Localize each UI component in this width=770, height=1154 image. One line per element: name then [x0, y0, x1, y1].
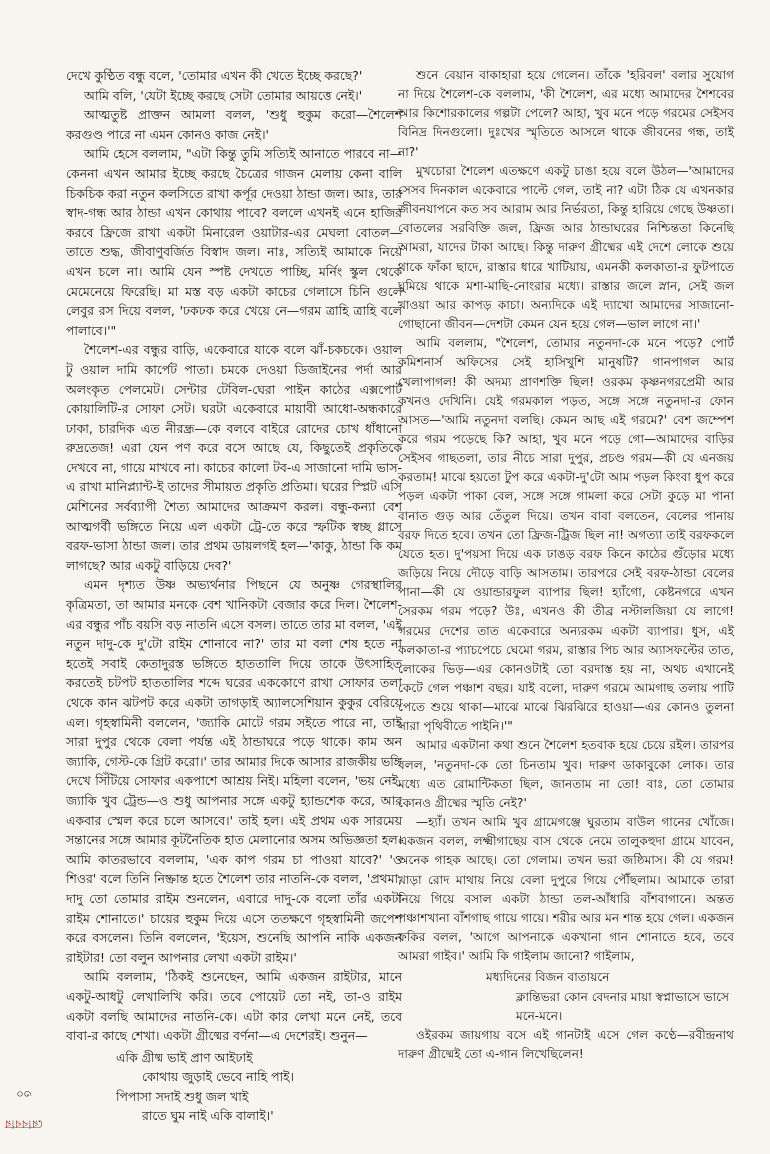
magazine-name: রোববার: [4, 1117, 44, 1132]
footer-text: [4, 1084, 44, 1142]
paragraph: আত্মতুষ্ট প্রাক্তন আমলা বলল, 'শুধু হুকুম করো—শৈলেশ করগুণ্ড পারে না এমন কোনও কাজ নেই।': [66, 107, 402, 142]
paragraph: আমি হেসে বললাম, "এটা কিন্তু তুমি সত্যিই আনাতে পারবে না—কেননা এখন আমার ইচ্ছে করছে চৈত্রের গাজন মেলায় কেনা বালি চিকচিক করা নতুন কলসিতে রাখা কর্পূর দেওয়া ঠান্ডা জল। আঃ, তার স্বাদ-গন্ধ আর ঠান্ডা এখন কোথায় পাবে? বললে এখনই এনে হাজির করবে ফ্রিজে রাখা একটা মিনারেল ওয়াটার-এর মেঘলা বোতল—তাতে শুদ্ধ, জীবাণুবর্জিত বিস্বাদ জল। নাঃ, সত্যিই আমাকে নিয়ে এখন চলে না। আমি যেন স্পষ্ট দেখতে পাচ্ছি, মর্নিং স্কুল থেকে মেমেনেয়ে ফিরেছি। মা মস্ত বড় একটা কাচের গেলাসে চিনি গুলে লেবুর রস দিয়ে বলল, 'ঢকঢক করে খেয়ে নে—গরম ত্রাহি ত্রাহি বলে পালাবে।'": [66, 146, 402, 338]
paragraph: —হ্যাঁ। তখন আমি খুব গ্রামেগঞ্জে ঘুরতাম বাউল গানের খোঁজে। একজন বলল, লক্ষ্মীগাছেয় বাস থেকে নেমে তালুকহুদা গ্রামে যাবেন, অনেক গাহক আছে। তো গেলাম। তখন ভরা জষ্ঠিমাস। কী যে গরম! খাড়া রোদ মাথায় নিয়ে বেলা দুপুরে গিয়ে পৌঁছলাম। আমাকে তারা নিয়ে গিয়ে বসাল একটা ঠান্ডা তল-আঁধারি বাঁশবাগানে। অন্তত পঞ্চাশখানা বাঁশগাছ গায়ে গায়ে। শরীর আর মন শান্ত হয়ে গেল। একজন ফকির বলল, 'আগে আপনাকে একখানা গান শোনাতে হবে, তবে আমরা গাইব।' আমি কি গাইলাম জানো? গাইলাম,: [398, 815, 734, 964]
page-footer: [4, 1080, 44, 1146]
paragraph: শৈলেশ-এর বন্ধুর বাড়ি, একেবারে যাকে বলে ঝাঁ-চকচকে। ওয়াল টু ওয়াল দামি কার্পেট পাতা। চমকে দেওয়া ডিজাইনের পর্দা আর অলংকৃত পেলমেট। সেন্টার টেবিল-ঘেরা পাইন কাঠের এক্সপোর্ট কোয়ালিটি-র সোফা সেট। ঘরটা একেবারে মায়াবী আধো-অন্ধকারে ঢাকা, চারদিক এত নীরন্ধ্র—কে বলবে বাইরে রোদের চোখ ধাঁধানো রুদ্রতেজ! এরা যেন পণ করে বসে আছে যে, কিছুতেই প্রকৃতিকে দেখবে না, গায়ে মাখবে না। কাচের কালো টব-এ সাজানো দামি ভাস-এ রাখা মানিপ্ল্যান্ট-ই তাদের সীমায়ত প্রকৃতি প্রতিমা। ঘরের স্প্লিট এসি মেশিনের সর্বব্যাপী শৈত্য আমাদের আক্রমণ করল। বন্ধু-কন্যা বেশ আত্মগর্বী ভঙ্গিতে নিয়ে এল একটা ট্রে-তে করে স্ফটিক স্বচ্ছ গ্লাসে বরফ-ভাসা ঠান্ডা জল। তার প্রথম ডায়লগই হল—'কাকু, ঠান্ডা কি কম লাগছে? আর একটু বাড়িয়ে দেব?': [66, 342, 402, 573]
paragraph: শুনে বেয়ান বাকাহারা হয়ে গেলেন। তাঁকে 'হরিবল' বলার সুযোগ না দিয়ে শৈলেশ-কে বললাম, 'কী শৈলেশ, এর মধ্যে আমাদের শৈশবের আর কিশোরকালের গল্পটা পেলে? আহা, খুব মনে পড়ে গরমের সেইসব বিনিদ্র দিনগুলো। দুঃখের স্মৃতিতে আসলে থাকে জীবনের গন্ধ, তাই না?': [398, 68, 734, 159]
left-column: [66, 66, 402, 1126]
paragraph: আমি বললাম, "শৈলেশ, তোমার নতুনদা-কে মনে পড়ে? পোর্ট কমিশনার্স অফিসের সেই হাসিখুশি মানুষটি? গানপাগল আর খেলাপাগল! কী অদম্য প্রাণশক্তি ছিল! ওরকম কৃষ্ণনগরপ্রেমী আর কখনও দেখিনি। যেই গরমকাল পড়ত, সঙ্গে সঙ্গে নতুনদা-র ফোন আসত—'আমি নতুনদা বলছি। কেমন আছ এই গরমে?' বেশ জম্পেশ করে গরম পড়েছে কি? আহা, খুব মনে পড়ে গো—আমাদের বাড়ির সেইসব গাছতলা, তার নীচে সারা দুপুর, প্রচণ্ড গরম—কী যে এনজয় করতাম! মাঝে হয়তো টুপ করে একটা-দু'টো আম পড়ল কিংবা ধুপ করে পড়ল একটা পাকা বেল, সঙ্গে সঙ্গে গামলা করে সেটা কুড়ে মা পানা বানাত গুড় আর তেঁতুল দিয়ে। তখন বাবা বলতেন, বেলের পানায় বরফ দিতে হবে। তখন তো ফ্রিজ-ট্রিজ ছিল না! অগত্যা তাই বরফকলে যেতে হত। দু'পয়সা দিয়ে এক ঢাঙড় বরফ কিনে কাঠের গুঁড়োর মধ্যে জড়িয়ে নিয়ে দৌড়ে বাড়ি আসতাম। তারপরে সেই বরফ-ঠান্ডা বেলের পানা—কী যে ওয়ান্ডারফুল ব্যাপার ছিল! হ্যাঁগো, কেষ্টনগরে এখন সেরকম গরম পড়ে? উঃ, এখনও কী তীব্র নস্টালজিয়া যে লাগে! গরমের দেশের তাত একেবারে অন্যরকম একটা ব্যাপার। ধুস, এই কলকাতা-র প্যাচপেচে ঘেমো গরম, রাস্তার পিচ আর অ্যাসফল্টের তাত, লোকের ভিড়—এর কোনওটাই তো বরদাস্ত হয় না, অথচ এখানেই কেটে গেল পঞ্চাশ বছর। যাই বলো, দারুণ গরমে আমগাছ তলায় পাটি পেতে শুয়ে থাকা—মাঝে মাঝে ঝিরঝিরে হাওয়া—এর কোনও তুলনা সারা পৃথিবীতে পাইনি।'": [398, 336, 734, 734]
paragraph: আমি বলি, 'যেটা ইচ্ছে করছে সেটা তোমার আয়ত্তে নেই।': [84, 87, 363, 103]
poem-line: ক্লান্তিভরা কোন বেদনার মায়া স্বপ্নাভাসে ভাসে: [516, 989, 730, 1004]
poem-line: রাতে ঘুম নাই একি বালাই।': [142, 1108, 274, 1124]
paragraph: মুখচোরা শৈলেশ এতক্ষণে একটু চাঙা হয়ে বলে উঠল—'আমাদের সেসব দিনকাল একেবারে পাল্টে গেল, তাই না? এটা ঠিক যে এখনকার জীবনযাপনে কত সব আরাম আর নির্ভরতা, কিন্তু হারিয়ে গেছে উষ্ণতা। বোতলের সরবিক্তি জল, ফ্রিজ আর ঠান্ডাঘরের নিশ্চিন্ততা কিনেছি আমরা, যাদের টাকা আছে। কিন্তু দারুণ গ্রীষ্মের এই দেশে লোকে শুয়ে থাকে ফাঁকা ছাদে, রাস্তার ধারে খাটিয়ায়, এমনকী কলকাতা-র ফুটপাতে ঘুমিয়ে থাকে মশা-মাছি-নোংরার মধ্যে। রাস্তার জলে স্নান, সেই জল খাওয়া আর কাপড় কাচা। অন্যদিকে এই দ্যাখো আমাদের সাজানো-গোছানো জীবন—দেশটা কেমন যেন হয়ে গেল—ভাল লাগে না।': [398, 163, 734, 332]
paragraph: দেখে কুণ্ঠিত বন্ধু বলে, 'তোমার এখন কী খেতে ইচ্ছে করছে?': [66, 68, 363, 83]
poem-line: পিপাসা সদাই শুধু জল খাই: [116, 1088, 249, 1104]
right-column: [398, 66, 734, 1064]
poem-line: কোথায় জুড়াই ভেবে নাহি পাই।: [142, 1069, 294, 1085]
paragraph: ওইরকম জায়গায় বসে এই গানটাই এসে গেল কণ্ঠে—রবীন্দ্রনাথ দারুণ গ্রীষ্মেই তো এ-গান লিখেছিলেন!: [398, 1027, 734, 1061]
poem-block: [398, 968, 734, 1025]
paragraph: আমি বললাম, 'ঠিকই শুনেছেন, আমি একজন রাইটার, মানে একটু-আধটু লেখালিখি করি। তবে পোয়েট তো নই, তা-ও রাইম একটা বলছি আমাদের নাতনি-কে। এটা কার লেখা মনে নেই, তবে বাবা-র কাছে শেখা। একটা গ্রীষ্মের বর্ণনা—এ দেশেরই। শুনুন—: [66, 969, 402, 1044]
paragraph: আমার একটানা কথা শুনে শৈলেশ হতবাক হয়ে চেয়ে রইল। তারপর বলল, 'নতুনদা-কে তো চিনতাম খুব। দারুণ ডাকাবুকো লোক। তার মধ্যে এত রোমান্টিকতা ছিল, জানতাম না তো! বাঃ, তো তোমার কোনও গ্রীষ্মের স্মৃতি নেই?': [398, 738, 734, 810]
poem-line: মনে-মনে।: [516, 1008, 563, 1023]
poem-block: [66, 1048, 402, 1126]
poem-line: একি গ্রীষ্ম ভাই প্রাণ আইঢাই: [116, 1049, 253, 1065]
poem-line: মধ্যদিনের বিজন বাতায়নে: [486, 970, 610, 985]
page-number: ৩০: [16, 1086, 32, 1101]
paragraph: এমন দৃশ্যত উষ্ণ অভ্যর্থনার পিছনে যে অনুষ্ণ গেরস্থালির কৃত্রিমতা, তা আমার মনকে বেশ খানিকটা বেজার করে দিল। শৈলেশ-এর বন্ধুর পাঁচ বয়সি বড় নাতনি এসে বসল। তাতে তার মা বলল, 'এই নতুন দাদু-কে দু'টো রাইম শোনাবে না?' তার মা বলা শেষ হতে না হতেই সবাই কেতাদুরস্ত ভঙ্গিতে হাততালি দিয়ে তাকে উৎসাহিত করতেই চটপট হাততালির শব্দে ঘরের এককোণে রাখা সোফার তলা থেকে কান ঝটপট করে একটা তাগড়াই অ্যালসেশিয়ান কুকুর বেরিয়ে এল। গৃহস্বামিনী বললেন, 'জ্যাকি মোটে গরম সইতে পারে না, তাই সারা দুপুর থেকে বেলা পর্যন্ত এই ঠান্ডাঘরে পড়ে থাকে। কাম অন জ্যাকি, গেস্ট-কে গ্রিট করো।' তার আমার দিকে আসার রাজকীয় ভঙ্গি দেখে সিঁটিয়ে সোফার একপাশে আশ্রয় নিই। মহিলা বলেন, 'ভয় নেই, জ্যাকি খুব ট্রেন্ড—ও শুধু আপনার সঙ্গে একটু হ্যান্ডশেক করে, আর একবার স্মেল করে চলে আসবে।' তাই হল। এই প্রথম এক সারমেয় সন্তানের সঙ্গে আমার কূটনৈতিক হাত মেলানোর অসম অভিজ্ঞতা হল। আমি কাতরভাবে বললাম, 'এক কাপ গরম চা পাওয়া যাবে?' 'ও শিওর' বলে তিনি নিষ্ক্রান্ত হতে শৈলেশ তার নাতনি-কে বলল, 'প্রথমা, দাদু তো তোমার রাইম শুনলেন, এবারে দাদু-কে বলো তাঁর একটা রাইম শোনাতে।' চায়ের হুকুম দিয়ে এসে ততক্ষণে গৃহস্বামিনী জপেশ করে বসলেন। তিনি বললেন, 'ইয়েস, শুনেছি আপনি নাকি একজন রাইটার! তো বলুন আপনার লেখা একটা রাইম।': [66, 577, 402, 965]
